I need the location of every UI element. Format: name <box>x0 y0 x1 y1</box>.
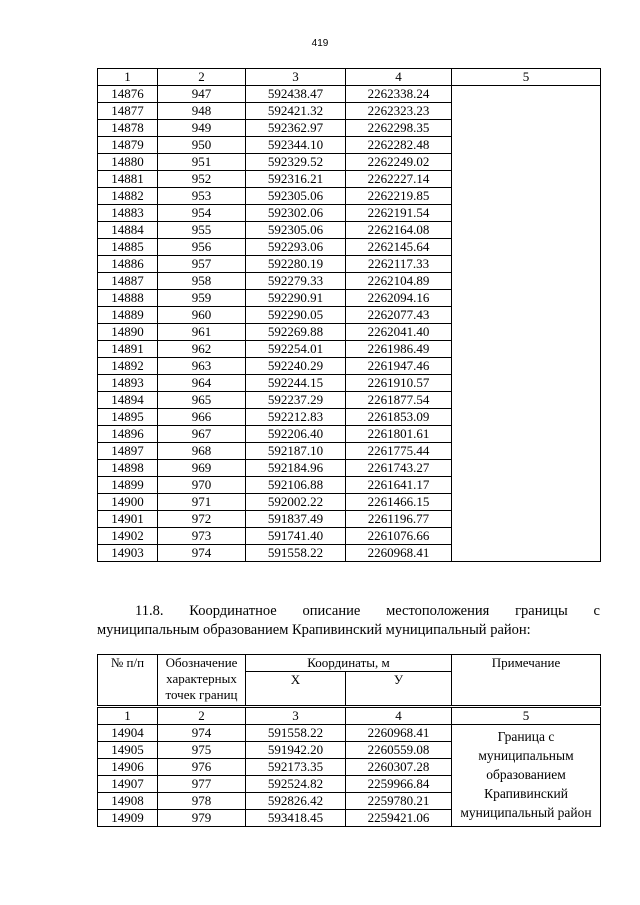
coordinate-y-cell: 2262077.43 <box>346 307 452 324</box>
point-designation-cell: 970 <box>158 477 246 494</box>
coordinate-y-cell: 2262298.35 <box>346 120 452 137</box>
point-designation-cell: 967 <box>158 426 246 443</box>
coordinate-y-cell: 2261947.46 <box>346 358 452 375</box>
point-designation-cell: 977 <box>158 776 246 793</box>
point-designation-cell: 948 <box>158 103 246 120</box>
point-designation-cell: 961 <box>158 324 246 341</box>
point-designation-cell: 950 <box>158 137 246 154</box>
coordinate-x-cell: 592305.06 <box>246 188 346 205</box>
point-designation-cell: 953 <box>158 188 246 205</box>
numbering-cell: 5 <box>452 707 601 725</box>
row-number-cell: 14880 <box>98 154 158 171</box>
coordinate-y-cell: 2262249.02 <box>346 154 452 171</box>
coordinate-y-cell: 2261466.15 <box>346 494 452 511</box>
coordinate-y-cell: 2261853.09 <box>346 409 452 426</box>
row-number-cell: 14907 <box>98 776 158 793</box>
coordinate-x-cell: 592280.19 <box>246 256 346 273</box>
coordinate-x-cell: 592212.83 <box>246 409 346 426</box>
coordinate-y-cell: 2261743.27 <box>346 460 452 477</box>
coordinate-x-cell: 591741.40 <box>246 528 346 545</box>
row-number-cell: 14882 <box>98 188 158 205</box>
row-number-cell: 14877 <box>98 103 158 120</box>
coordinate-x-cell: 592293.06 <box>246 239 346 256</box>
row-number-cell: 14884 <box>98 222 158 239</box>
coordinate-y-cell: 2261196.77 <box>346 511 452 528</box>
coordinate-y-cell: 2259421.06 <box>346 810 452 827</box>
coordinate-x-cell: 591942.20 <box>246 742 346 759</box>
row-number-cell: 14901 <box>98 511 158 528</box>
coordinate-y-cell: 2262145.64 <box>346 239 452 256</box>
point-designation-cell: 957 <box>158 256 246 273</box>
coordinate-x-cell: 592173.35 <box>246 759 346 776</box>
coordinate-y-cell: 2262191.54 <box>346 205 452 222</box>
point-designation-cell: 949 <box>158 120 246 137</box>
row-number-cell: 14878 <box>98 120 158 137</box>
coordinate-y-cell: 2262117.33 <box>346 256 452 273</box>
point-designation-cell: 958 <box>158 273 246 290</box>
col-designation-header: Обозначение характерных точек границ <box>158 655 246 707</box>
coordinate-y-cell: 2260307.28 <box>346 759 452 776</box>
coordinate-y-cell: 2262282.48 <box>346 137 452 154</box>
row-number-cell: 14898 <box>98 460 158 477</box>
point-designation-cell: 964 <box>158 375 246 392</box>
row-number-cell: 14897 <box>98 443 158 460</box>
row-number-cell: 14892 <box>98 358 158 375</box>
point-designation-cell: 975 <box>158 742 246 759</box>
coordinate-x-cell: 592237.29 <box>246 392 346 409</box>
coordinate-y-cell: 2261910.57 <box>346 375 452 392</box>
point-designation-cell: 974 <box>158 545 246 562</box>
coordinate-y-cell: 2262219.85 <box>346 188 452 205</box>
coordinate-x-cell: 592826.42 <box>246 793 346 810</box>
page-number: 419 <box>311 38 329 49</box>
header-cell: 4 <box>346 69 452 86</box>
row-number-cell: 14889 <box>98 307 158 324</box>
row-number-cell: 14876 <box>98 86 158 103</box>
coordinate-x-cell: 592316.21 <box>246 171 346 188</box>
row-number-cell: 14881 <box>98 171 158 188</box>
row-number-cell: 14894 <box>98 392 158 409</box>
coordinate-x-cell: 592002.22 <box>246 494 346 511</box>
note-cell <box>452 86 601 562</box>
point-designation-cell: 978 <box>158 793 246 810</box>
row-number-cell: 14906 <box>98 759 158 776</box>
table-numbering-row <box>98 707 601 725</box>
coordinate-y-cell: 2261877.54 <box>346 392 452 409</box>
row-number-cell: 14904 <box>98 725 158 742</box>
coordinate-x-cell: 591558.22 <box>246 725 346 742</box>
numbering-cell: 2 <box>158 707 246 725</box>
section-heading-line: 11.8. Координатное описание местоположения границы с <box>135 603 600 619</box>
table-row <box>98 725 601 742</box>
point-designation-cell: 976 <box>158 759 246 776</box>
row-number-cell: 14879 <box>98 137 158 154</box>
point-designation-cell: 954 <box>158 205 246 222</box>
coordinate-y-cell: 2261801.61 <box>346 426 452 443</box>
numbering-cell: 3 <box>246 707 346 725</box>
point-designation-cell: 965 <box>158 392 246 409</box>
coordinate-x-cell: 592421.32 <box>246 103 346 120</box>
coordinate-x-cell: 592362.97 <box>246 120 346 137</box>
coordinate-y-cell: 2262323.23 <box>346 103 452 120</box>
coordinate-y-cell: 2262041.40 <box>346 324 452 341</box>
row-number-cell: 14890 <box>98 324 158 341</box>
coordinate-y-cell: 2262338.24 <box>346 86 452 103</box>
coordinate-x-cell: 592187.10 <box>246 443 346 460</box>
row-number-cell: 14903 <box>98 545 158 562</box>
header-cell: 2 <box>158 69 246 86</box>
col-x-header: X <box>246 672 346 707</box>
coordinate-y-cell: 2262227.14 <box>346 171 452 188</box>
coordinate-y-cell: 2260968.41 <box>346 725 452 742</box>
point-designation-cell: 959 <box>158 290 246 307</box>
coordinates-table-continued <box>97 68 601 562</box>
point-designation-cell: 955 <box>158 222 246 239</box>
point-designation-cell: 971 <box>158 494 246 511</box>
point-designation-cell: 972 <box>158 511 246 528</box>
row-number-cell: 14895 <box>98 409 158 426</box>
row-number-cell: 14887 <box>98 273 158 290</box>
point-designation-cell: 974 <box>158 725 246 742</box>
header-cell: 1 <box>98 69 158 86</box>
coordinate-x-cell: 591558.22 <box>246 545 346 562</box>
coordinate-x-cell: 592244.15 <box>246 375 346 392</box>
coordinate-x-cell: 592279.33 <box>246 273 346 290</box>
coordinate-y-cell: 2261986.49 <box>346 341 452 358</box>
header-cell: 3 <box>246 69 346 86</box>
point-designation-cell: 966 <box>158 409 246 426</box>
coordinate-y-cell: 2260559.08 <box>346 742 452 759</box>
row-number-cell: 14883 <box>98 205 158 222</box>
point-designation-cell: 952 <box>158 171 246 188</box>
point-designation-cell: 947 <box>158 86 246 103</box>
row-number-cell: 14885 <box>98 239 158 256</box>
coordinate-y-cell: 2261775.44 <box>346 443 452 460</box>
numbering-cell: 1 <box>98 707 158 725</box>
row-number-cell: 14905 <box>98 742 158 759</box>
coordinate-x-cell: 592290.91 <box>246 290 346 307</box>
coordinate-x-cell: 592305.06 <box>246 222 346 239</box>
row-number-cell: 14886 <box>98 256 158 273</box>
coordinate-x-cell: 592240.29 <box>246 358 346 375</box>
row-number-cell: 14900 <box>98 494 158 511</box>
row-number-cell: 14891 <box>98 341 158 358</box>
point-designation-cell: 968 <box>158 443 246 460</box>
table-header-row <box>98 69 601 86</box>
row-number-cell: 14899 <box>98 477 158 494</box>
row-number-cell: 14909 <box>98 810 158 827</box>
table-header-row <box>98 655 601 672</box>
coordinate-x-cell: 592106.88 <box>246 477 346 494</box>
point-designation-cell: 956 <box>158 239 246 256</box>
coordinate-x-cell: 592302.06 <box>246 205 346 222</box>
coordinate-y-cell: 2262164.08 <box>346 222 452 239</box>
row-number-cell: 14908 <box>98 793 158 810</box>
row-number-cell: 14902 <box>98 528 158 545</box>
point-designation-cell: 960 <box>158 307 246 324</box>
col-note-header: Примечание <box>452 655 601 707</box>
coordinate-x-cell: 592344.10 <box>246 137 346 154</box>
point-designation-cell: 951 <box>158 154 246 171</box>
coordinate-x-cell: 592184.96 <box>246 460 346 477</box>
coordinate-x-cell: 592254.01 <box>246 341 346 358</box>
col-coordinates-header: Координаты, м <box>246 655 452 672</box>
section-heading-continuation: муниципальным образованием Крапивинский муниципальный район: <box>97 622 531 638</box>
col-number-header: № п/п <box>98 655 158 707</box>
coordinate-x-cell: 592329.52 <box>246 154 346 171</box>
coordinate-y-cell: 2260968.41 <box>346 545 452 562</box>
coordinate-y-cell: 2261641.17 <box>346 477 452 494</box>
header-cell: 5 <box>452 69 601 86</box>
point-designation-cell: 962 <box>158 341 246 358</box>
note-cell: Граница с муниципальным образованием Крапивинский муниципальный район <box>452 725 601 827</box>
point-designation-cell: 979 <box>158 810 246 827</box>
coordinate-x-cell: 593418.45 <box>246 810 346 827</box>
coordinate-x-cell: 591837.49 <box>246 511 346 528</box>
coordinate-y-cell: 2261076.66 <box>346 528 452 545</box>
row-number-cell: 14893 <box>98 375 158 392</box>
point-designation-cell: 973 <box>158 528 246 545</box>
section-paragraph <box>97 602 600 640</box>
table-row <box>98 86 601 103</box>
coordinate-x-cell: 592206.40 <box>246 426 346 443</box>
coordinates-table-krapivinsky <box>97 654 601 827</box>
row-number-cell: 14888 <box>98 290 158 307</box>
point-designation-cell: 963 <box>158 358 246 375</box>
coordinate-y-cell: 2262094.16 <box>346 290 452 307</box>
coordinate-x-cell: 592438.47 <box>246 86 346 103</box>
row-number-cell: 14896 <box>98 426 158 443</box>
coordinate-x-cell: 592269.88 <box>246 324 346 341</box>
coordinate-y-cell: 2259780.21 <box>346 793 452 810</box>
numbering-cell: 4 <box>346 707 452 725</box>
point-designation-cell: 969 <box>158 460 246 477</box>
coordinate-y-cell: 2262104.89 <box>346 273 452 290</box>
coordinate-y-cell: 2259966.84 <box>346 776 452 793</box>
coordinate-x-cell: 592524.82 <box>246 776 346 793</box>
coordinate-x-cell: 592290.05 <box>246 307 346 324</box>
col-y-header: У <box>346 672 452 707</box>
